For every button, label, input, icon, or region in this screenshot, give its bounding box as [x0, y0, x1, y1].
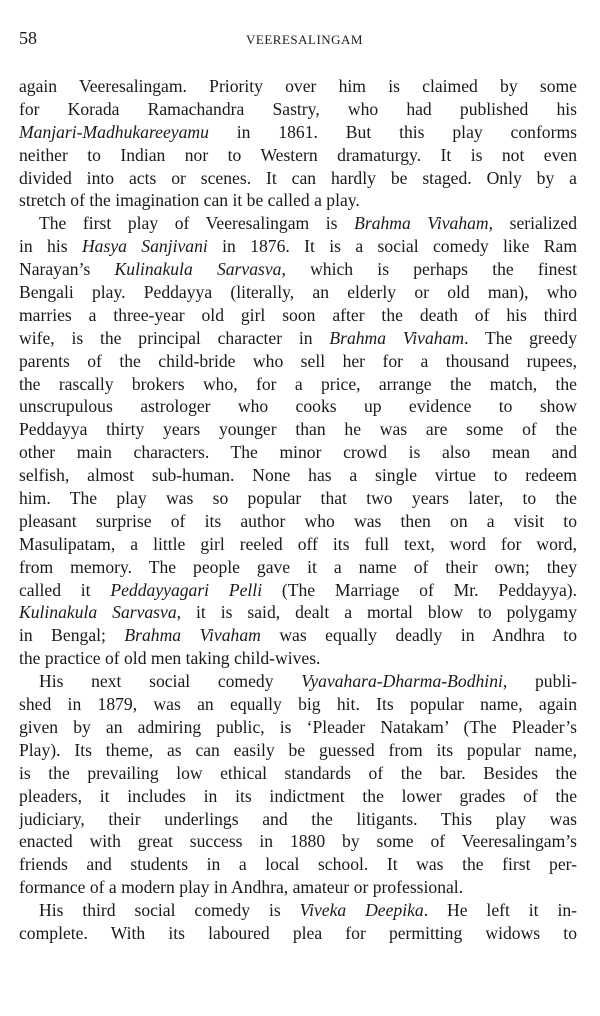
text-run: wife, is the principal character in — [19, 327, 330, 348]
text-run: in Bengal; — [19, 625, 125, 646]
italic-title: Brahma Vivaham — [354, 213, 489, 234]
text-line — [19, 395, 577, 418]
text-run: pleasant surprise of its author who was then on a visit to — [19, 510, 577, 531]
text-run: (The Marriage of Mr. Peddayya). — [262, 579, 577, 600]
text-line — [19, 373, 577, 396]
text-run: His third social comedy is — [39, 900, 300, 921]
running-head: VEERESALINGAM — [246, 32, 363, 47]
text-line — [19, 739, 577, 762]
text-run: Play). Its theme, as can easily be guessed from its popular name, — [19, 739, 577, 760]
text-run: selfish, almost sub-human. None has a single virtue to redeem — [19, 465, 577, 486]
text-run: Narayan’s — [19, 259, 115, 280]
text-line — [19, 189, 577, 212]
text-line — [19, 899, 577, 922]
text-run: , which is perhaps the finest — [281, 259, 577, 280]
text-line — [19, 762, 577, 785]
text-run: Peddayya thirty years younger than he was are some of the — [19, 419, 577, 440]
text-line — [19, 75, 577, 98]
text-run: pleaders, it includes in its indictment the lower grades of the — [19, 785, 577, 806]
text-line — [19, 487, 577, 510]
text-run: the practice of old men taking child-wives. — [19, 648, 321, 669]
text-line — [19, 464, 577, 487]
body-text — [19, 75, 577, 945]
text-line — [19, 601, 577, 624]
text-line — [19, 922, 577, 945]
page-number: 58 — [19, 28, 37, 48]
text-line — [19, 716, 577, 739]
text-run: judiciary, their underlings and the litigants. This play was — [19, 808, 577, 829]
italic-title: Brahma Vivaham — [329, 327, 465, 348]
text-run: for Korada Ramachandra Sastry, who had published his — [19, 98, 577, 119]
text-run: in his — [19, 236, 82, 257]
text-run: in 1876. It is a social comedy like Ram — [207, 236, 577, 257]
page-header — [19, 22, 577, 52]
text-line — [19, 693, 577, 716]
italic-title: Kulinakula Sarvasva — [19, 602, 177, 623]
text-line — [19, 556, 577, 579]
text-run: from memory. The people gave it a name of their own; they — [19, 556, 577, 577]
text-run: is the prevailing low ethical standards of the bar. Besides the — [19, 762, 577, 783]
text-run: , it is said, dealt a mortal blow to polygamy — [176, 602, 577, 623]
paragraph — [19, 899, 577, 945]
italic-title: Viveka Deepika — [299, 900, 424, 921]
text-run: marries a three-year old girl soon after the death of his third — [19, 304, 577, 325]
text-line — [19, 579, 577, 602]
text-line — [19, 647, 577, 670]
text-line — [19, 808, 577, 831]
text-run: parents of the child-bride who sell her for a thousand rupees, — [19, 350, 577, 371]
text-line — [19, 327, 577, 350]
text-line — [19, 830, 577, 853]
text-run: formance of a modern play in Andhra, amateur or professional. — [19, 877, 464, 898]
text-line — [19, 533, 577, 556]
text-run: , publi- — [502, 671, 577, 692]
paragraph — [19, 75, 577, 212]
text-run: again Veeresalingam. Priority over him is claimed by some — [19, 76, 577, 96]
text-line — [19, 121, 577, 144]
text-line — [19, 235, 577, 258]
text-run: . The greedy — [464, 327, 577, 348]
text-line — [19, 144, 577, 167]
paragraph — [19, 670, 577, 899]
text-line — [19, 258, 577, 281]
text-run: called it — [19, 579, 111, 600]
text-run: stretch of the imagination can it be called a play. — [19, 190, 360, 211]
italic-title: Peddayyagari Pelli — [110, 579, 263, 600]
text-run: The first play of Veeresalingam is — [39, 213, 355, 234]
text-run: other main characters. The minor crowd is also mean and — [19, 442, 577, 463]
text-line — [19, 350, 577, 373]
text-run: unscrupulous astrologer who cooks up evidence to show — [19, 396, 577, 417]
text-run: friends and students in a local school. It was the first per- — [19, 854, 577, 875]
text-line — [19, 304, 577, 327]
text-run: , serialized — [488, 213, 577, 234]
paragraph — [19, 212, 577, 670]
text-run: Masulipatam, a little girl reeled off its full text, word for word, — [19, 533, 577, 554]
italic-title: Hasya Sanjivani — [81, 236, 208, 257]
text-run: shed in 1879, was an equally big hit. Its popular name, again — [19, 694, 577, 715]
text-run: in 1861. But this play conforms — [208, 121, 577, 142]
text-run: neither to Indian nor to Western dramaturgy. It is not even — [19, 144, 577, 165]
text-run: given by an admiring public, is ‘Pleader Natakam’ (The Pleader’s — [19, 716, 577, 737]
text-run: His next social comedy — [39, 671, 302, 692]
text-line — [19, 418, 577, 441]
text-run: was equally deadly in Andhra to — [260, 625, 577, 646]
text-line — [19, 167, 577, 190]
text-line — [19, 876, 577, 899]
text-line — [19, 853, 577, 876]
text-run: divided into acts or scenes. It can hardly be staged. Only by a — [19, 167, 577, 188]
text-line — [19, 670, 577, 693]
text-line — [19, 624, 577, 647]
text-line — [19, 98, 577, 121]
text-line — [19, 212, 577, 235]
text-run: him. The play was so popular that two years later, to the — [19, 488, 577, 509]
text-run: . He left it in- — [423, 900, 577, 921]
text-run: the rascally brokers who, for a price, arrange the match, the — [19, 373, 577, 394]
text-line — [19, 785, 577, 808]
text-run: Bengali play. Peddayya (literally, an elderly or old man), who — [19, 282, 577, 303]
text-line — [19, 510, 577, 533]
text-line — [19, 281, 577, 304]
italic-title: Vyavahara-Dharma-Bodhini — [301, 671, 503, 692]
text-run: complete. With its laboured plea for permitting widows to — [19, 922, 577, 943]
italic-title: Kulinakula Sarvasva — [114, 259, 282, 280]
italic-title: Brahma Vivaham — [124, 625, 261, 646]
text-run: enacted with great success in 1880 by some of Veeresalingam’s — [19, 831, 577, 852]
book-page — [19, 22, 577, 943]
text-line — [19, 441, 577, 464]
italic-title: Manjari-Madhukareeyamu — [19, 121, 209, 142]
